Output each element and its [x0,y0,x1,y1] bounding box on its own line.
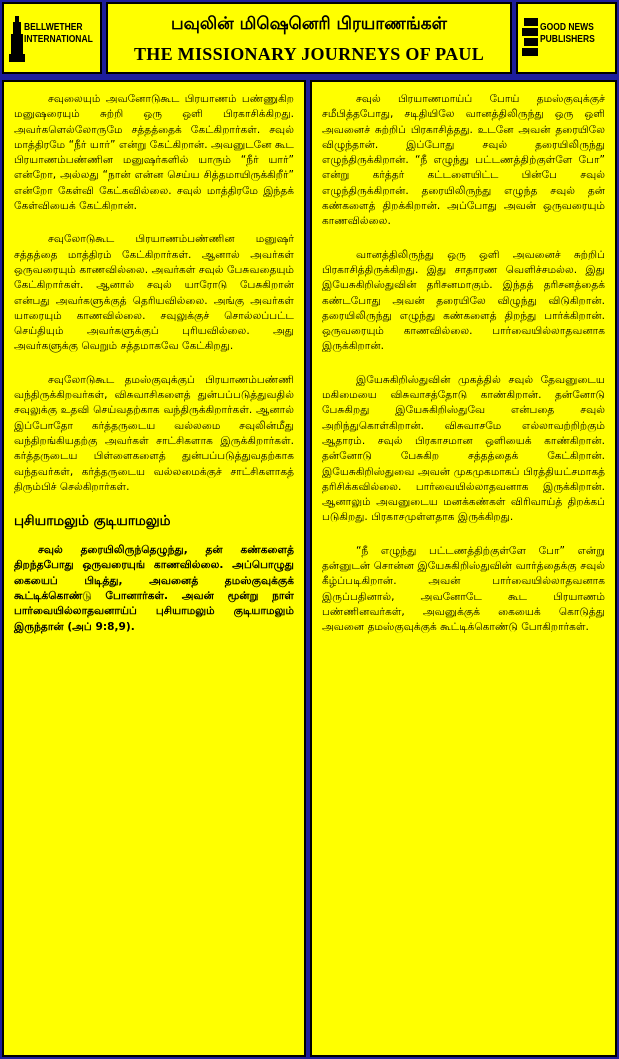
page-frame [2,2,617,1057]
section-heading: புசியாமலும் குடியாமலும் [14,513,171,530]
title-tamil: பவுலின் மிஷெனெரி பிரயாணங்கள் [171,14,447,34]
scripture-paragraph: சவுல் தரையிலிருந்தெழுந்து, தன் கண்களைத் திறந்தபோது ஒருவரையுங் காணவில்லை. அப்பொழுது கையைப் பிடித்து, அவனைத் தமஸ்குவுக்குக் கூட்டிக்கொண்டு போனார்கள். அவன் மூன்று நாள் பார்வையில்லாதவனாய்ப் புசியாமலும் குடியாமலும் இருந்தான் (அப் 9:8,9). [14,544,294,633]
right-paragraph-1: சவுல் பிரயாணமாய்ப் போய் தமஸ்குவுக்குச் சமீபித்தபோது, சடிதியிலே வானத்திலிருந்து ஒரு ஒளி அவனைச் சுற்றிப் பிரகாசித்தது. உடனே அவன் தரையிலே விழுந்தான். இப்போது சவுல் தரையிலிருந்து எழுந்திருக்கிறான். “நீ எழுந்து பட்டணத்திற்குள்ளே போ” என்று கர்த்தர் கட்டளையிட்ட பின்பே சவுல் எழுந்திருக்கிறான். தரையிலிருந்து எழுந்த சவுல் தன் கண்களைத் திறக்கிறான். அப்போது அவன் ஒருவரையும் காணவில்லை. [322,93,605,228]
logo-left-line2: INTERNATIONAL [24,34,93,45]
right-paragraph-2: வானத்திலிருந்து ஒரு ஒளி அவனைச் சுற்றிப் பிரகாசித்திருக்கிறது. இது சாதாரண வெளிச்சமல்ல. இது இயேசுகிறிஸ்துவின் தரிசனமாகும். இந்தத் தரிசனத்தைக் கண்டபோது அவன் தரையிலே விழுந்து விடுகிறான். தரையிலிருந்து எழுந்து கண்களைத் திறந்து பார்க்கிறான். ஒருவரையும் காணவில்லை. பார்வையில்லாதவனாக இருக்கிறான். [322,248,605,353]
title-box [106,2,512,74]
title-english: THE MISSIONARY JOURNEYS OF PAUL [133,44,485,64]
logo-right-line1: GOOD NEWS [540,22,594,33]
right-paragraph-4: “நீ எழுந்து பட்டணத்திற்குள்ளே போ” என்று தன்னுடன் சொன்ன இயேசுகிறிஸ்துவின் வார்த்தைக்கு சவுல் கீழ்ப்படிகிறான். அவன் பார்வையில்லாதவனாக இருப்பதினால், அவனோடே கூட பிரயாணம் பண்ணினவர்கள், அவனுக்குக் கையைக் கொடுத்து அவனை தமஸ்குவுக்குக் கூட்டிக்கொண்டு போகிறார்கள். [322,544,605,634]
left-paragraph-1: சவுலையும் அவனோடுகூட பிரயாணம் பண்ணுகிற மனுஷரையும் சுற்றி ஒரு ஒளி பிரகாசிக்கிறது. அவர்களெல்லோருமே சத்தத்தைக் கேட்கிறார்கள். சவுல் மாத்திரமே “நீர் யார்” என்று கேட்கிறான். அவனுடனே கூட பிரயாணம்பண்ணின மனுஷர்களில் யாரும் “நீர் யார்” என்றோ, அல்லது “நான் என்ன செய்ய சித்தமாயிருக்கிறீர்” என்றோ கேள்வி கேட்கவில்லை. சவுல் மாத்திரமே இந்தக் கேள்வியைக் கேட்கிறான். [14,93,294,213]
good-news-logo [516,2,617,74]
good-news-logo-text [540,22,595,46]
right-paragraph-3: இயேசுகிறிஸ்துவின் முகத்தில் சவுல் தேவனுடைய மகிமையை விசுவாசத்தோடு காண்கிறான். தன்னோடு பேசுகிறது இயேசுகிறிஸ்துவே என்பதை சவுல் அறிந்துகொள்கிறான். விசுவாசமே எல்லாவற்றிற்கும் ஆதாரம். சவுல் பிரகாசமான ஒளியைக் காண்கிறான். தன்னோடு பேசுகிற சத்தத்தைக் கேட்கிறான். இயேசுகிறிஸ்துவை அவன் முகமுகமாகப் பிரத்தியட்சமாகத் தரிசிக்கவில்லை. பார்வையில்லாதவனாக இருக்கிறான். ஆனாலும் அவனுடைய மனக்கண்கள் விரிவாய்த் திறக்கப் படுகிறது. பிரகாசமுள்ளதாக இருக்கிறது. [322,373,605,524]
book-stack-icon [522,16,542,66]
left-column [2,80,306,1057]
bellwether-logo [2,2,102,74]
logo-left-line1: BELLWETHER [24,22,83,33]
logo-right-line2: PUBLISHERS [540,34,595,45]
left-paragraph-2: சவுலோடுகூட பிரயாணம்பண்ணின மனுஷர் சத்தத்தை மாத்திரம் கேட்கிறார்கள். ஆனால் அவர்கள் ஒருவரையும் காணவில்லை. அவர்கள் சவுல் பேசுவதையும் கேட்கிறார்கள். ஆனால் சவுல் யாரோடு பேசுகிறான் என்பது அவர்களுக்குத் தெரியவில்லை. அங்கு அவர்கள் யாரையும் காணவில்லை. சவுலுக்குச் சொல்லப்பட்ட செய்தியும் அவர்களுக்குப் புரியவில்லை. அது அவர்களுக்கு வெறும் சத்தமாகவே கேட்கிறது. [14,233,294,353]
right-column [310,80,617,1057]
page-header [2,2,617,74]
bellwether-logo-text [24,22,93,46]
left-paragraph-3: சவுலோடுகூட தமஸ்குவுக்குப் பிரயாணம்பண்ணி வந்திருக்கிறவர்கள், விசுவாசிகளைத் துன்பப்படுத்துவதில் சவுலுக்கு உதவி செய்வதற்காக வந்திருக்கிறார்கள். ஆனால் இப்போதோ கர்த்தருடைய வல்லமை சவுலின்மீது வந்திறங்கியதற்கு அவர்கள் சாட்சிகளாக இருக்கிறார்கள். கர்த்தருடைய பிள்ளைகளைத் துன்பப்படுத்துவதற்காக வந்தவர்கள், கர்த்தருடைய வல்லமைக்குச் சாட்சிகளாகத் திரும்பிச் செல்கிறார்கள். [14,373,294,493]
